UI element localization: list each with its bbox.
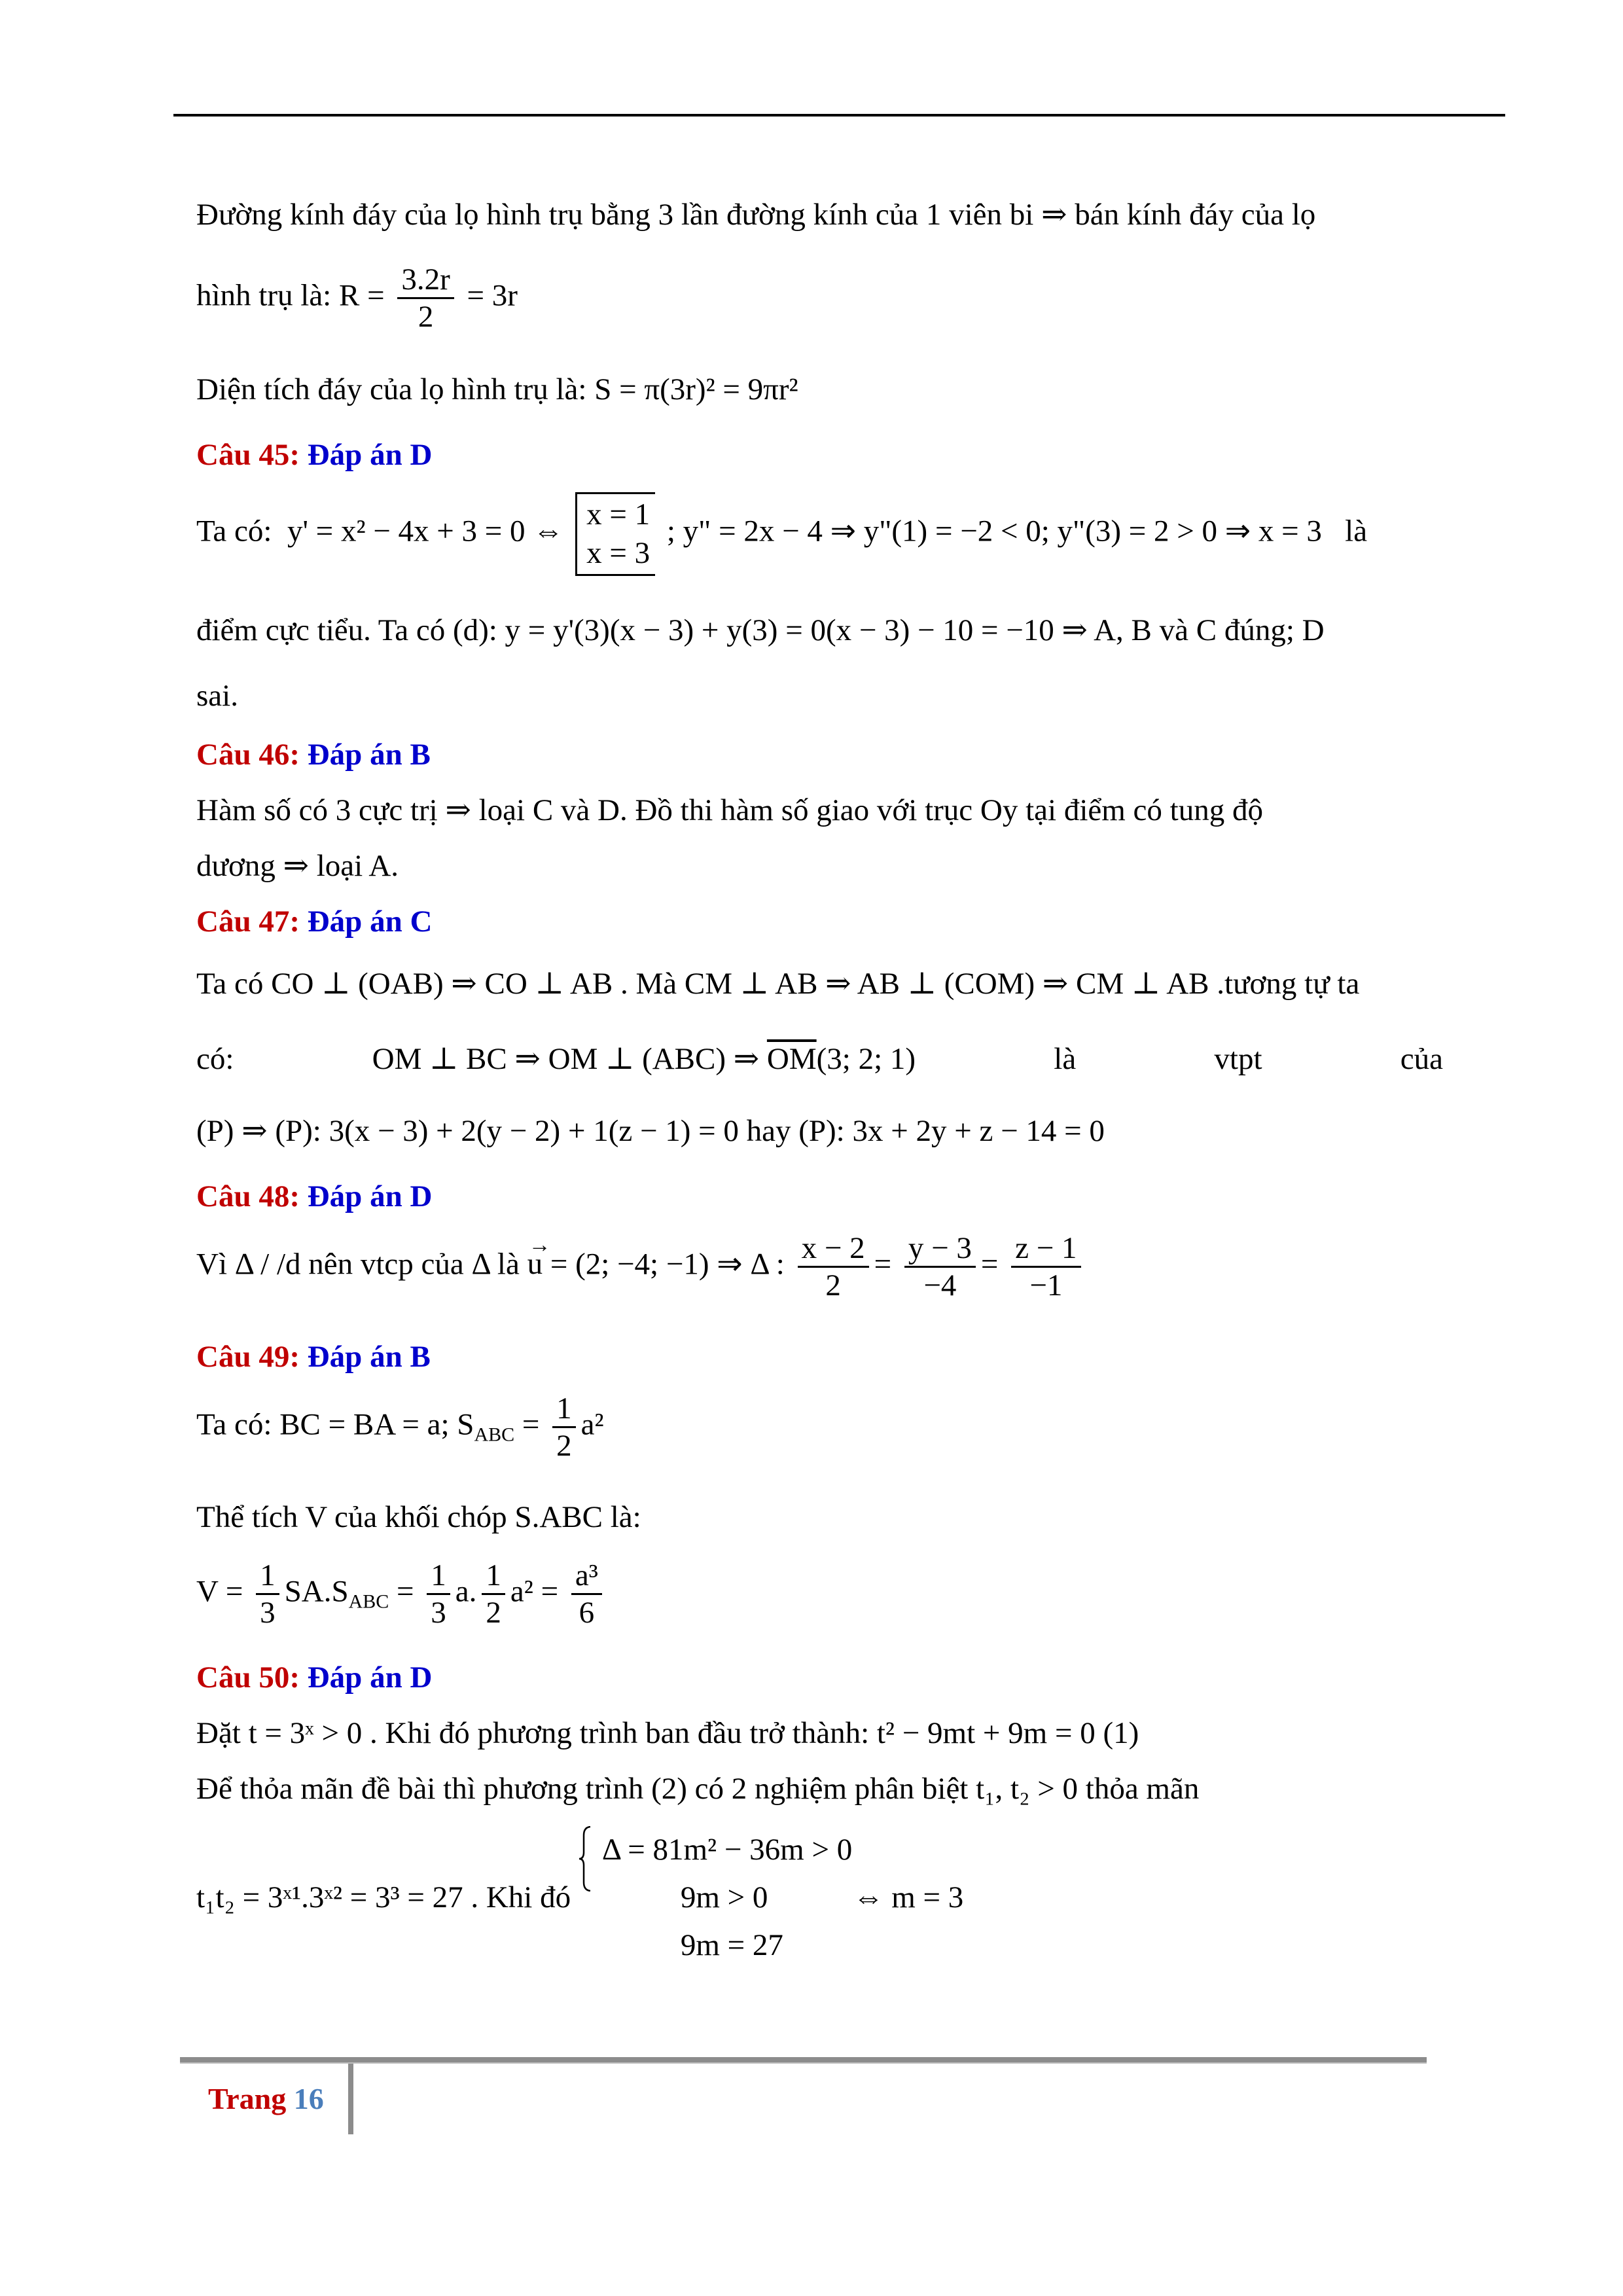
q49-v-sub: ABC <box>348 1590 389 1613</box>
q47-line2-formula <box>372 1041 916 1077</box>
header-rule <box>173 114 1505 117</box>
q45-tail: là <box>1345 514 1368 548</box>
radius-rhs: = 3r <box>467 278 518 313</box>
q47-line2-c: (3; 2; 1) <box>816 1042 916 1076</box>
q46-line-2: dương ⇒ loại A. <box>196 849 399 883</box>
q49-v-frac3-num: 1 <box>482 1558 505 1595</box>
q48-frac3-num: z − 1 <box>1011 1230 1080 1268</box>
q49-half <box>552 1391 576 1463</box>
q46-answer: Đáp án B <box>307 738 431 772</box>
q48-line: Vì Δ / /d nên vtcp của Δ là → u = (2; −4; −1) ⇒ Δ : $\frac{x - 2}{2}$ = $\frac{y - 3}{-4}$ = $\frac{z - 1}{-1}$ <box>196 1230 1086 1303</box>
q49-v-frac-2 <box>427 1558 450 1630</box>
q49-half-num: 1 <box>552 1391 576 1428</box>
q49-heading <box>196 1338 431 1375</box>
intro-radius-text: hình trụ là: <box>196 278 332 313</box>
q47-line2-f: của <box>1400 1042 1443 1076</box>
q49-label: Câu 49: <box>196 1340 300 1374</box>
q48-frac2-den: −4 <box>923 1268 957 1303</box>
q47-line2-d: là <box>1054 1042 1077 1076</box>
q49-line1-sub: ABC <box>474 1424 515 1446</box>
q48-frac1-num: x − 2 <box>798 1230 869 1268</box>
q49-line-1 <box>196 1391 604 1463</box>
q46-label: Câu 46: <box>196 738 300 772</box>
area-text: Diện tích đáy của lọ hình trụ là: <box>196 372 587 406</box>
q50-line3-a: t₁t₂ = 3ˣ¹.3ˣ² = 3³ = 27 . Khi đó <box>196 1880 571 1915</box>
q50-line-2: Để thỏa mãn đề bài thì phương trình (2) có 2 nghiệm phân biệt t₁, t₂ > 0 thỏa mãn <box>196 1772 1200 1806</box>
q49-line1-c: a² <box>580 1407 604 1442</box>
q49-line1-b: = <box>522 1407 540 1442</box>
q47-label: Câu 47: <box>196 905 300 939</box>
q48-frac1-den: 2 <box>825 1268 841 1303</box>
intro-radius-line <box>196 262 518 334</box>
q50-line-3 <box>196 1826 963 1969</box>
q45-case-1: x = 1 <box>586 497 651 531</box>
page-footer <box>208 2081 324 2116</box>
q48-heading <box>196 1178 432 1215</box>
q49-v-frac-1 <box>256 1558 279 1630</box>
page-number: 16 <box>293 2082 324 2115</box>
q48-vector-u: → u <box>527 1233 551 1282</box>
q47-line-1: Ta có CO ⊥ (OAB) ⇒ CO ⊥ AB . Mà CM ⊥ AB ⇒ AB ⊥ (COM) ⇒ CM ⊥ AB .tương tự ta <box>196 967 1360 1001</box>
q50-sys-2: 9m > 0 ⇔ m = 3 <box>680 1880 964 1914</box>
q46-line-1: Hàm số có 3 cực trị ⇒ loại C và D. Đồ thi hàm số giao với trục Oy tại điểm có tung độ <box>196 793 1263 827</box>
q48-frac3-den: −1 <box>1029 1268 1063 1303</box>
q47-answer: Đáp án C <box>307 905 433 939</box>
area-formula: S = π(3r)² = 9πr² <box>594 372 798 406</box>
q47-vector-om: $\overline{OM}$ <box>766 1042 817 1076</box>
q45-label: Câu 45: <box>196 438 300 472</box>
q49-v-frac-4 <box>571 1558 602 1630</box>
q50-heading <box>196 1659 432 1696</box>
q48-frac2-num: y − 3 <box>904 1230 976 1268</box>
q48-frac-3 <box>1011 1230 1080 1303</box>
radius-lhs: R = <box>339 278 385 313</box>
q50-line-1: Đặt t = 3ˣ > 0 . Khi đó phương trình ban đầu trở thành: t² − 9mt + 9m = 0 (1) <box>196 1716 1139 1750</box>
q48-frac-2 <box>904 1230 976 1303</box>
q45-line-3: sai. <box>196 679 238 713</box>
q49-v-frac4-den: 6 <box>579 1596 595 1630</box>
q49-v-frac4-num: a³ <box>571 1558 602 1595</box>
q49-v-lhs: V = <box>196 1574 243 1609</box>
q48-label: Câu 48: <box>196 1179 300 1213</box>
q49-answer: Đáp án B <box>307 1340 431 1374</box>
q47-heading <box>196 903 432 940</box>
q48-frac-1 <box>798 1230 869 1303</box>
q49-line-2: Thể tích V của khối chóp S.ABC là: <box>196 1500 641 1534</box>
radius-numerator: 3.2r <box>397 262 454 299</box>
q49-v-a: a. <box>455 1574 477 1609</box>
q45-eq2: ; y" = 2x − 4 ⇒ y"(1) = −2 < 0; y"(3) = 2 > 0 ⇒ x = 3 <box>666 514 1322 548</box>
q45-eq1: y' = x² − 4x + 3 = 0 ⇔ <box>287 514 564 548</box>
q47-line2-e: vtpt <box>1214 1042 1262 1076</box>
intro-line-1: Đường kính đáy của lọ hình trụ bằng 3 lần đường kính của 1 viên bi ⇒ bán kính đáy của lọ <box>196 198 1316 232</box>
q47-line-2 <box>196 1041 1443 1077</box>
q49-v-frac-3 <box>482 1558 505 1630</box>
curly-brace-icon <box>579 1826 592 1892</box>
q45-answer: Đáp án D <box>307 438 433 472</box>
q49-v-frac1-num: 1 <box>256 1558 279 1595</box>
q50-answer: Đáp án D <box>307 1660 433 1695</box>
q49-v-a2: a² = <box>510 1574 559 1609</box>
footer-bar <box>348 2064 353 2134</box>
q49-v-eq: = <box>397 1574 414 1609</box>
q49-v-frac2-den: 3 <box>431 1596 446 1630</box>
q48-vec-val: = (2; −4; −1) ⇒ Δ : <box>550 1247 785 1282</box>
q47-line-3: (P) ⇒ (P): 3(x − 3) + 2(y − 2) + 1(z − 1) = 0 hay (P): 3x + 2y + z − 14 = 0 <box>196 1114 1105 1148</box>
q49-line1-a: Ta có: BC = BA = a; S <box>196 1407 474 1442</box>
q45-root-bracket <box>575 492 655 576</box>
q50-label: Câu 50: <box>196 1660 300 1695</box>
q45-line-2: điểm cực tiểu. Ta có (d): y = y'(3)(x − 3) + y(3) = 0(x − 3) − 10 = −10 ⇒ A, B và C đúng; D <box>196 613 1325 647</box>
q45-case-2: x = 3 <box>586 535 651 570</box>
q46-heading <box>196 736 431 773</box>
q50-sys-3: 9m = 27 <box>680 1928 783 1962</box>
q47-line2-a: có: <box>196 1042 234 1076</box>
radius-denominator: 2 <box>418 300 434 334</box>
footer-label-text: Trang <box>208 2082 287 2115</box>
q49-v-mid: SA.S <box>284 1574 349 1609</box>
intro-area-line <box>196 371 798 408</box>
q48-answer: Đáp án D <box>307 1179 433 1213</box>
q49-v-frac2-num: 1 <box>427 1558 450 1595</box>
q49-v-frac3-den: 2 <box>486 1596 501 1630</box>
q50-sys-1: Δ = 81m² − 36m > 0 <box>601 1833 853 1867</box>
q49-volume-line <box>196 1558 607 1630</box>
q48-text: Vì Δ / /d nên vtcp của Δ là <box>196 1247 520 1282</box>
footer-rule <box>180 2057 1427 2064</box>
q50-result: ⇔ m = 3 <box>853 1880 964 1914</box>
q45-equation-line <box>196 492 1367 576</box>
q49-v-frac1-den: 3 <box>260 1596 276 1630</box>
radius-fraction <box>397 262 454 334</box>
q47-line2-b: OM ⊥ BC ⇒ OM ⊥ (ABC) ⇒ <box>372 1042 760 1076</box>
q45-heading <box>196 437 432 473</box>
q50-system <box>579 1826 963 1969</box>
q45-lead: Ta có: <box>196 514 272 548</box>
q49-half-den: 2 <box>556 1429 572 1463</box>
